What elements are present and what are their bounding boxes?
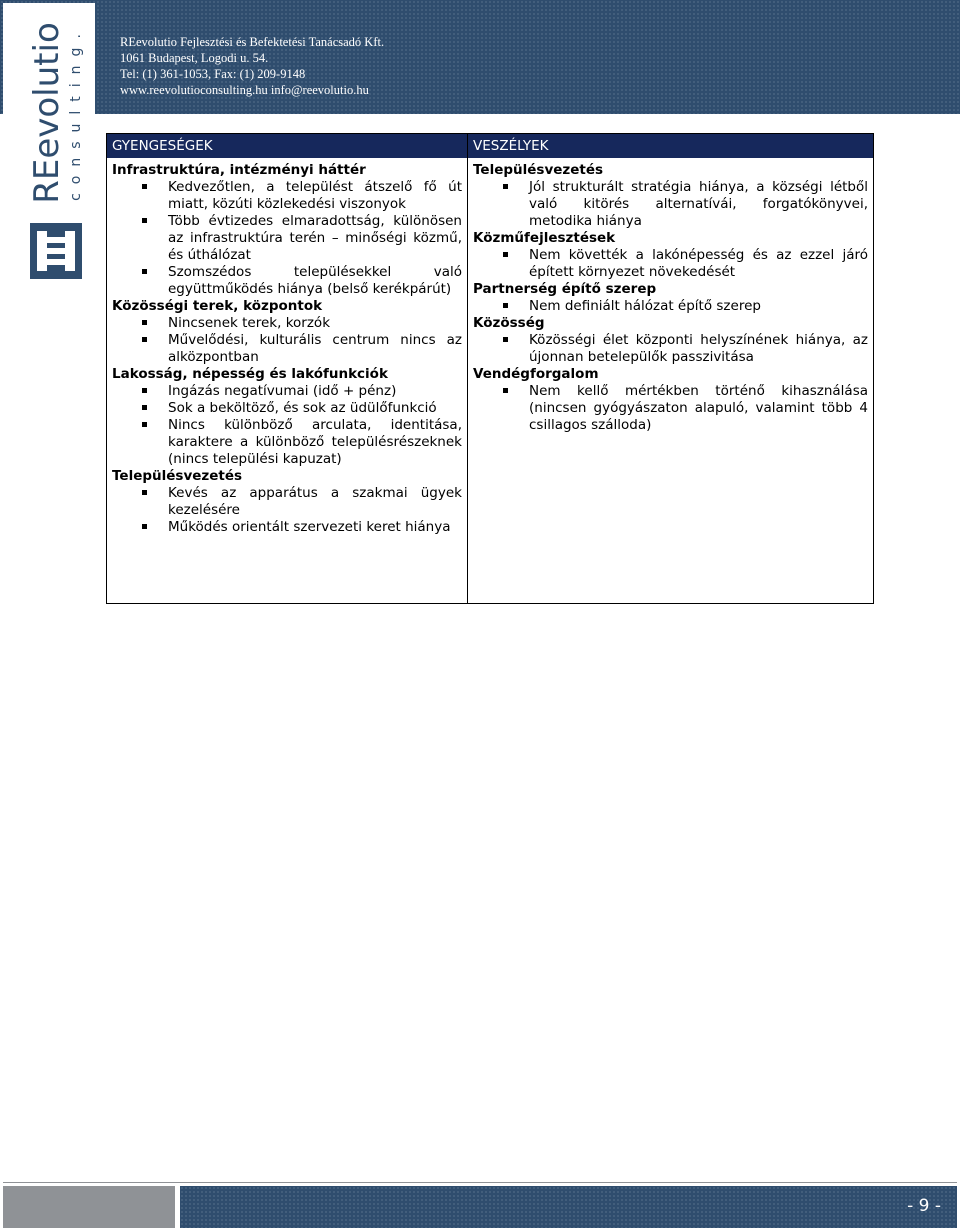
- list-item: [112, 264, 462, 298]
- list-item-text: Több évtizedes elmaradottság, különösen az infrastruktúra terén – minőségi közmű, és úthálózat: [168, 213, 462, 263]
- list-item: [473, 298, 868, 315]
- bullet-icon: [142, 388, 147, 393]
- list-item: [112, 179, 462, 213]
- list-item-text: Nem követték a lakónépesség és az ezzel járó épített környezet növekedését: [529, 247, 868, 280]
- section-heading: Vendégforgalom: [473, 366, 599, 382]
- threats-column: [468, 134, 873, 603]
- company-contact-block: [120, 34, 384, 98]
- list-item: [112, 315, 462, 332]
- page-number: - 9 -: [907, 1196, 941, 1216]
- bullet-icon: [503, 303, 508, 308]
- bullet-icon: [142, 337, 147, 342]
- company-web: www.reevolutioconsulting.hu info@reevolutio.hu: [120, 83, 369, 97]
- list-item-text: Ingázás negatívumai (idő + pénz): [168, 383, 397, 399]
- list-item: [112, 519, 462, 536]
- section-heading: Partnerség építő szerep: [473, 281, 657, 297]
- logo-wordmark: REevolutio: [27, 22, 67, 204]
- logo: [3, 3, 95, 293]
- swot-table: [106, 133, 874, 604]
- weaknesses-header: GYENGESÉGEK: [107, 134, 467, 158]
- list-item: [473, 332, 868, 366]
- list-item: [473, 179, 868, 230]
- threats-body: [468, 158, 873, 434]
- list-item-text: Közösségi élet központi helyszínének hiánya, az újonnan betelepülők passzivitása: [529, 332, 868, 365]
- section-heading: Közösség: [473, 315, 545, 331]
- bullet-icon: [503, 388, 508, 393]
- list-item: [112, 213, 462, 264]
- bullet-icon: [142, 524, 147, 529]
- section-heading: Településvezetés: [112, 468, 243, 484]
- bullet-icon: [503, 337, 508, 342]
- company-address: 1061 Budapest, Logodi u. 54.: [120, 51, 269, 65]
- list-item: [112, 400, 462, 417]
- section-heading: Településvezetés: [473, 162, 604, 178]
- list-item: [473, 247, 868, 281]
- list-item: [473, 383, 868, 434]
- bullet-icon: [142, 184, 147, 189]
- list-item-text: Nem definiált hálózat építő szerep: [529, 298, 761, 314]
- bullet-icon: [142, 405, 147, 410]
- list-item-text: Nincsenek terek, korzók: [168, 315, 331, 331]
- list-item-text: Kedvezőtlen, a települést átszelő fő út miatt, közúti közlekedési viszonyok: [168, 179, 462, 212]
- logo-emblem-icon: [30, 223, 82, 279]
- bullet-icon: [142, 320, 147, 325]
- list-item-text: Nincs különböző arculata, identitása, karaktere a különböző településrészeknek (nincs települési kapuzat): [168, 417, 462, 467]
- logo-tagline: consulting.: [68, 25, 84, 201]
- bullet-icon: [142, 269, 147, 274]
- section-heading: Infrastruktúra, intézményi háttér: [112, 162, 366, 178]
- list-item-text: Nem kellő mértékben történő kihasználása (nincsen gyógyászaton alapuló, valamint több 4 csillagos szálloda): [529, 383, 868, 433]
- list-item: [112, 417, 462, 468]
- section-heading: Közműfejlesztések: [473, 230, 616, 246]
- bullet-icon: [503, 252, 508, 257]
- list-item: [112, 485, 462, 519]
- list-item: [112, 332, 462, 366]
- weaknesses-body: [107, 158, 467, 536]
- header-band: [0, 0, 960, 114]
- list-item-text: Kevés az apparátus a szakmai ügyek kezelésére: [168, 485, 462, 518]
- footer-right-block: [180, 1186, 957, 1228]
- list-item-text: Szomszédos településekkel való együttműködés hiánya (belső kerékpárút): [168, 264, 462, 297]
- list-item-text: Működés orientált szervezeti keret hiánya: [168, 519, 451, 535]
- footer-left-block: [3, 1186, 175, 1228]
- bullet-icon: [142, 422, 147, 427]
- section-heading: Közösségi terek, központok: [112, 298, 323, 314]
- bullet-icon: [142, 218, 147, 223]
- list-item-text: Művelődési, kulturális centrum nincs az alközpontban: [168, 332, 462, 365]
- bullet-icon: [503, 184, 508, 189]
- list-item: [112, 383, 462, 400]
- threats-header: VESZÉLYEK: [468, 134, 873, 158]
- footer-divider: [3, 1182, 957, 1183]
- company-phone: Tel: (1) 361-1053, Fax: (1) 209-9148: [120, 67, 306, 81]
- section-heading: Lakosság, népesség és lakófunkciók: [112, 366, 388, 382]
- weaknesses-column: [107, 134, 468, 603]
- list-item-text: Jól strukturált stratégia hiánya, a községi létből való kitörés alternatívái, forgatókönyvei, metodika hiánya: [529, 179, 868, 229]
- list-item-text: Sok a beköltöző, és sok az üdülőfunkció: [168, 400, 437, 416]
- company-name: REevolutio Fejlesztési és Befektetési Tanácsadó Kft.: [120, 35, 385, 49]
- bullet-icon: [142, 490, 147, 495]
